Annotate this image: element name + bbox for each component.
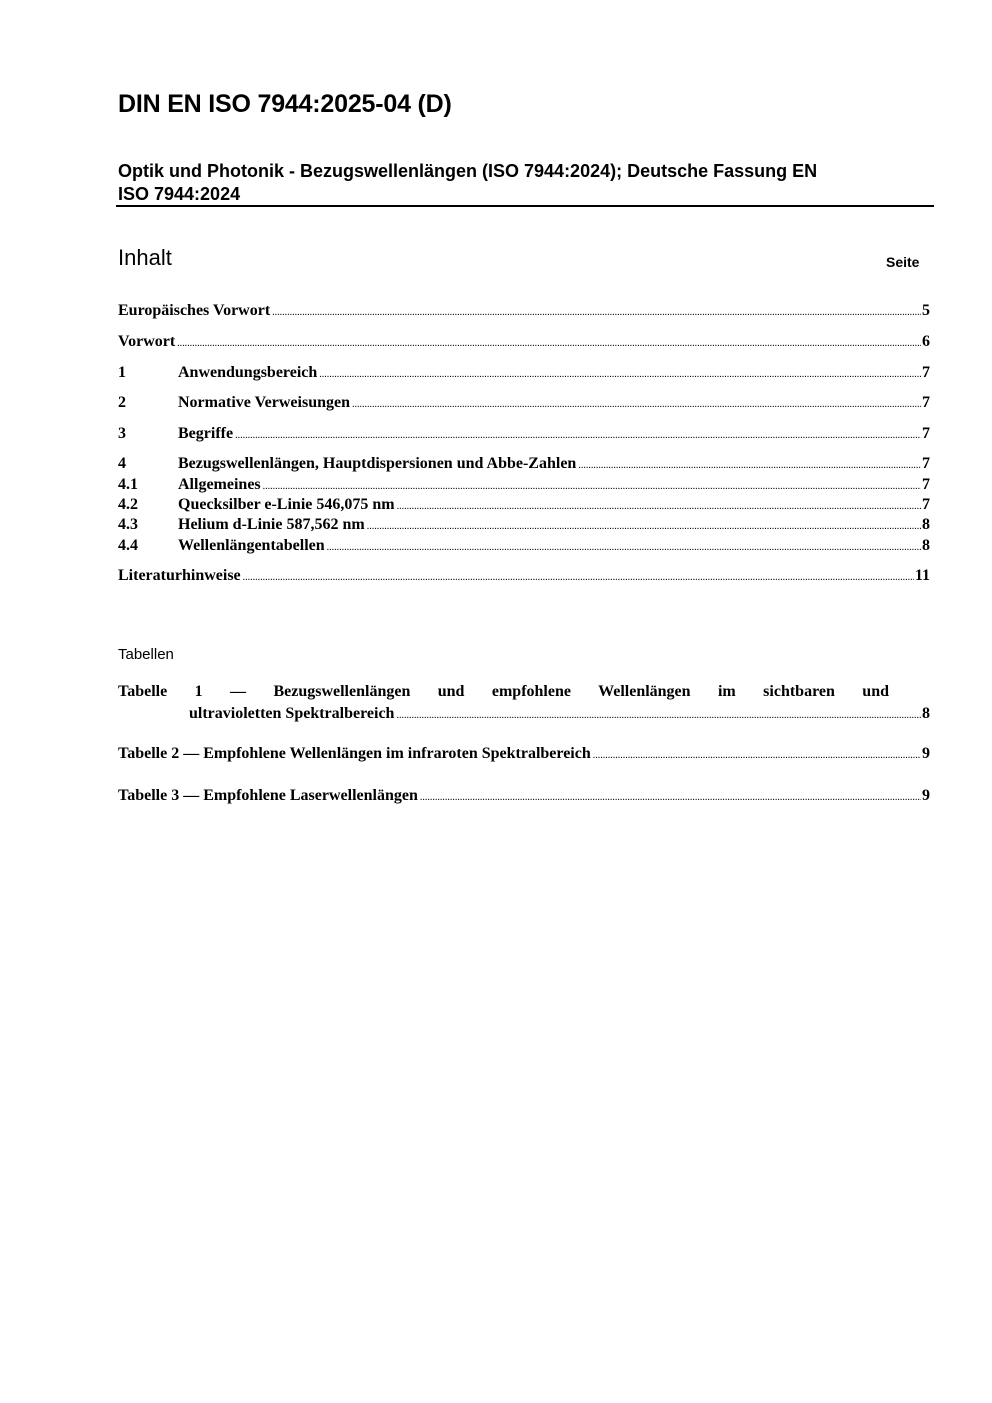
toc-entry-text: Europäisches Vorwort: [118, 302, 271, 319]
toc-entry[interactable]: [118, 301, 930, 323]
toc-entry-page: 7: [922, 476, 930, 493]
document-title-line-1: Optik und Photonik - Bezugswellenlängen (ISO 7944:2024); Deutsche Fassung EN: [118, 161, 818, 181]
toc-entry-page: 8: [922, 537, 930, 554]
toc-entry[interactable]: [118, 363, 930, 385]
toc-entry-page: 5: [922, 302, 930, 319]
table-entry-page: 8: [922, 705, 930, 722]
toc-entry-page: 7: [922, 364, 930, 381]
toc-leader: [396, 706, 921, 726]
toc-leader: [327, 538, 921, 558]
toc-leader: [352, 395, 921, 415]
table-entry[interactable]: [118, 786, 930, 808]
toc-entry-number: 4: [118, 455, 126, 472]
toc-entry-text: Vorwort: [118, 333, 176, 350]
toc-leader: [177, 334, 921, 354]
toc-entry-text: Allgemeines: [178, 476, 261, 493]
toc-leader: [397, 497, 921, 517]
toc-entry-text: Normative Verweisungen: [178, 394, 350, 411]
toc-heading: Inhalt: [118, 245, 172, 270]
toc-entry-text: Quecksilber e-Linie 546,075 nm: [178, 496, 395, 513]
toc-entry-page: 6: [922, 333, 930, 350]
table-entry-text: Tabelle 2 — Empfohlene Wellenlängen im infraroten Spektralbereich: [118, 745, 591, 762]
toc-page-label: Seite: [886, 254, 920, 270]
toc-entry[interactable]: [118, 515, 930, 537]
document-title-line-2: ISO 7944:2024: [118, 184, 241, 204]
toc-leader: [593, 746, 921, 766]
toc-entry-page: 7: [922, 496, 930, 513]
toc-entry[interactable]: [118, 332, 930, 354]
toc-leader: [319, 365, 921, 385]
table-entry-page: 9: [922, 787, 930, 804]
toc-entry-number: 3: [118, 425, 126, 442]
toc-leader: [235, 426, 921, 446]
toc-entry-text: Bezugswellenlängen, Hauptdispersionen und Abbe-Zahlen: [178, 455, 577, 472]
toc-entry[interactable]: [118, 495, 930, 517]
table-entry-page: 9: [922, 745, 930, 762]
toc-entry[interactable]: [118, 424, 930, 446]
toc-entry-number: 1: [118, 364, 126, 381]
toc-entry[interactable]: [118, 566, 930, 588]
toc-entry-text: Helium d-Linie 587,562 nm: [178, 516, 365, 533]
document-id: DIN EN ISO 7944:2025-04 (D): [118, 90, 452, 118]
toc-leader: [420, 788, 921, 808]
toc-entry-page: 7: [922, 425, 930, 442]
toc-entry-number: 4.2: [118, 496, 138, 513]
toc-entry-number: 4.3: [118, 516, 138, 533]
toc-entry-page: 7: [922, 394, 930, 411]
toc-entry-text: Literaturhinweise: [118, 567, 241, 584]
toc-leader: [578, 456, 921, 476]
toc-entry-text: Begriffe: [178, 425, 234, 442]
tables-heading: Tabellen: [118, 646, 174, 663]
toc-entry[interactable]: [118, 475, 930, 497]
toc-entry-page: 8: [922, 516, 930, 533]
toc-entry-number: 4.1: [118, 476, 138, 493]
toc-leader: [263, 477, 921, 497]
toc-entry[interactable]: [118, 393, 930, 415]
toc-entry-page: 7: [922, 455, 930, 472]
toc-entry-text: Wellenlängentabellen: [178, 537, 325, 554]
table-entry-text: ultravioletten Spektralbereich: [189, 705, 395, 722]
document-title: [118, 160, 918, 206]
toc-entry-number: 4.4: [118, 537, 138, 554]
toc-entry-number: 2: [118, 394, 126, 411]
table-entry-text: Tabelle 3 — Empfohlene Laserwellenlängen: [118, 787, 418, 804]
table-entry[interactable]: [189, 704, 930, 726]
title-divider: [116, 205, 934, 207]
toc-leader: [272, 303, 921, 323]
toc-entry-text: Anwendungsbereich: [178, 364, 318, 381]
table-entry-1-line-1[interactable]: Tabelle 1 — Bezugswellenlängen und empfohlene Wellenlängen im sichtbaren und: [118, 683, 889, 700]
toc-entry-page: 11: [914, 567, 930, 584]
toc-entry[interactable]: [118, 454, 930, 476]
table-entry[interactable]: [118, 744, 930, 766]
toc-leader: [243, 568, 914, 588]
toc-leader: [367, 517, 921, 537]
toc-entry[interactable]: [118, 536, 930, 558]
